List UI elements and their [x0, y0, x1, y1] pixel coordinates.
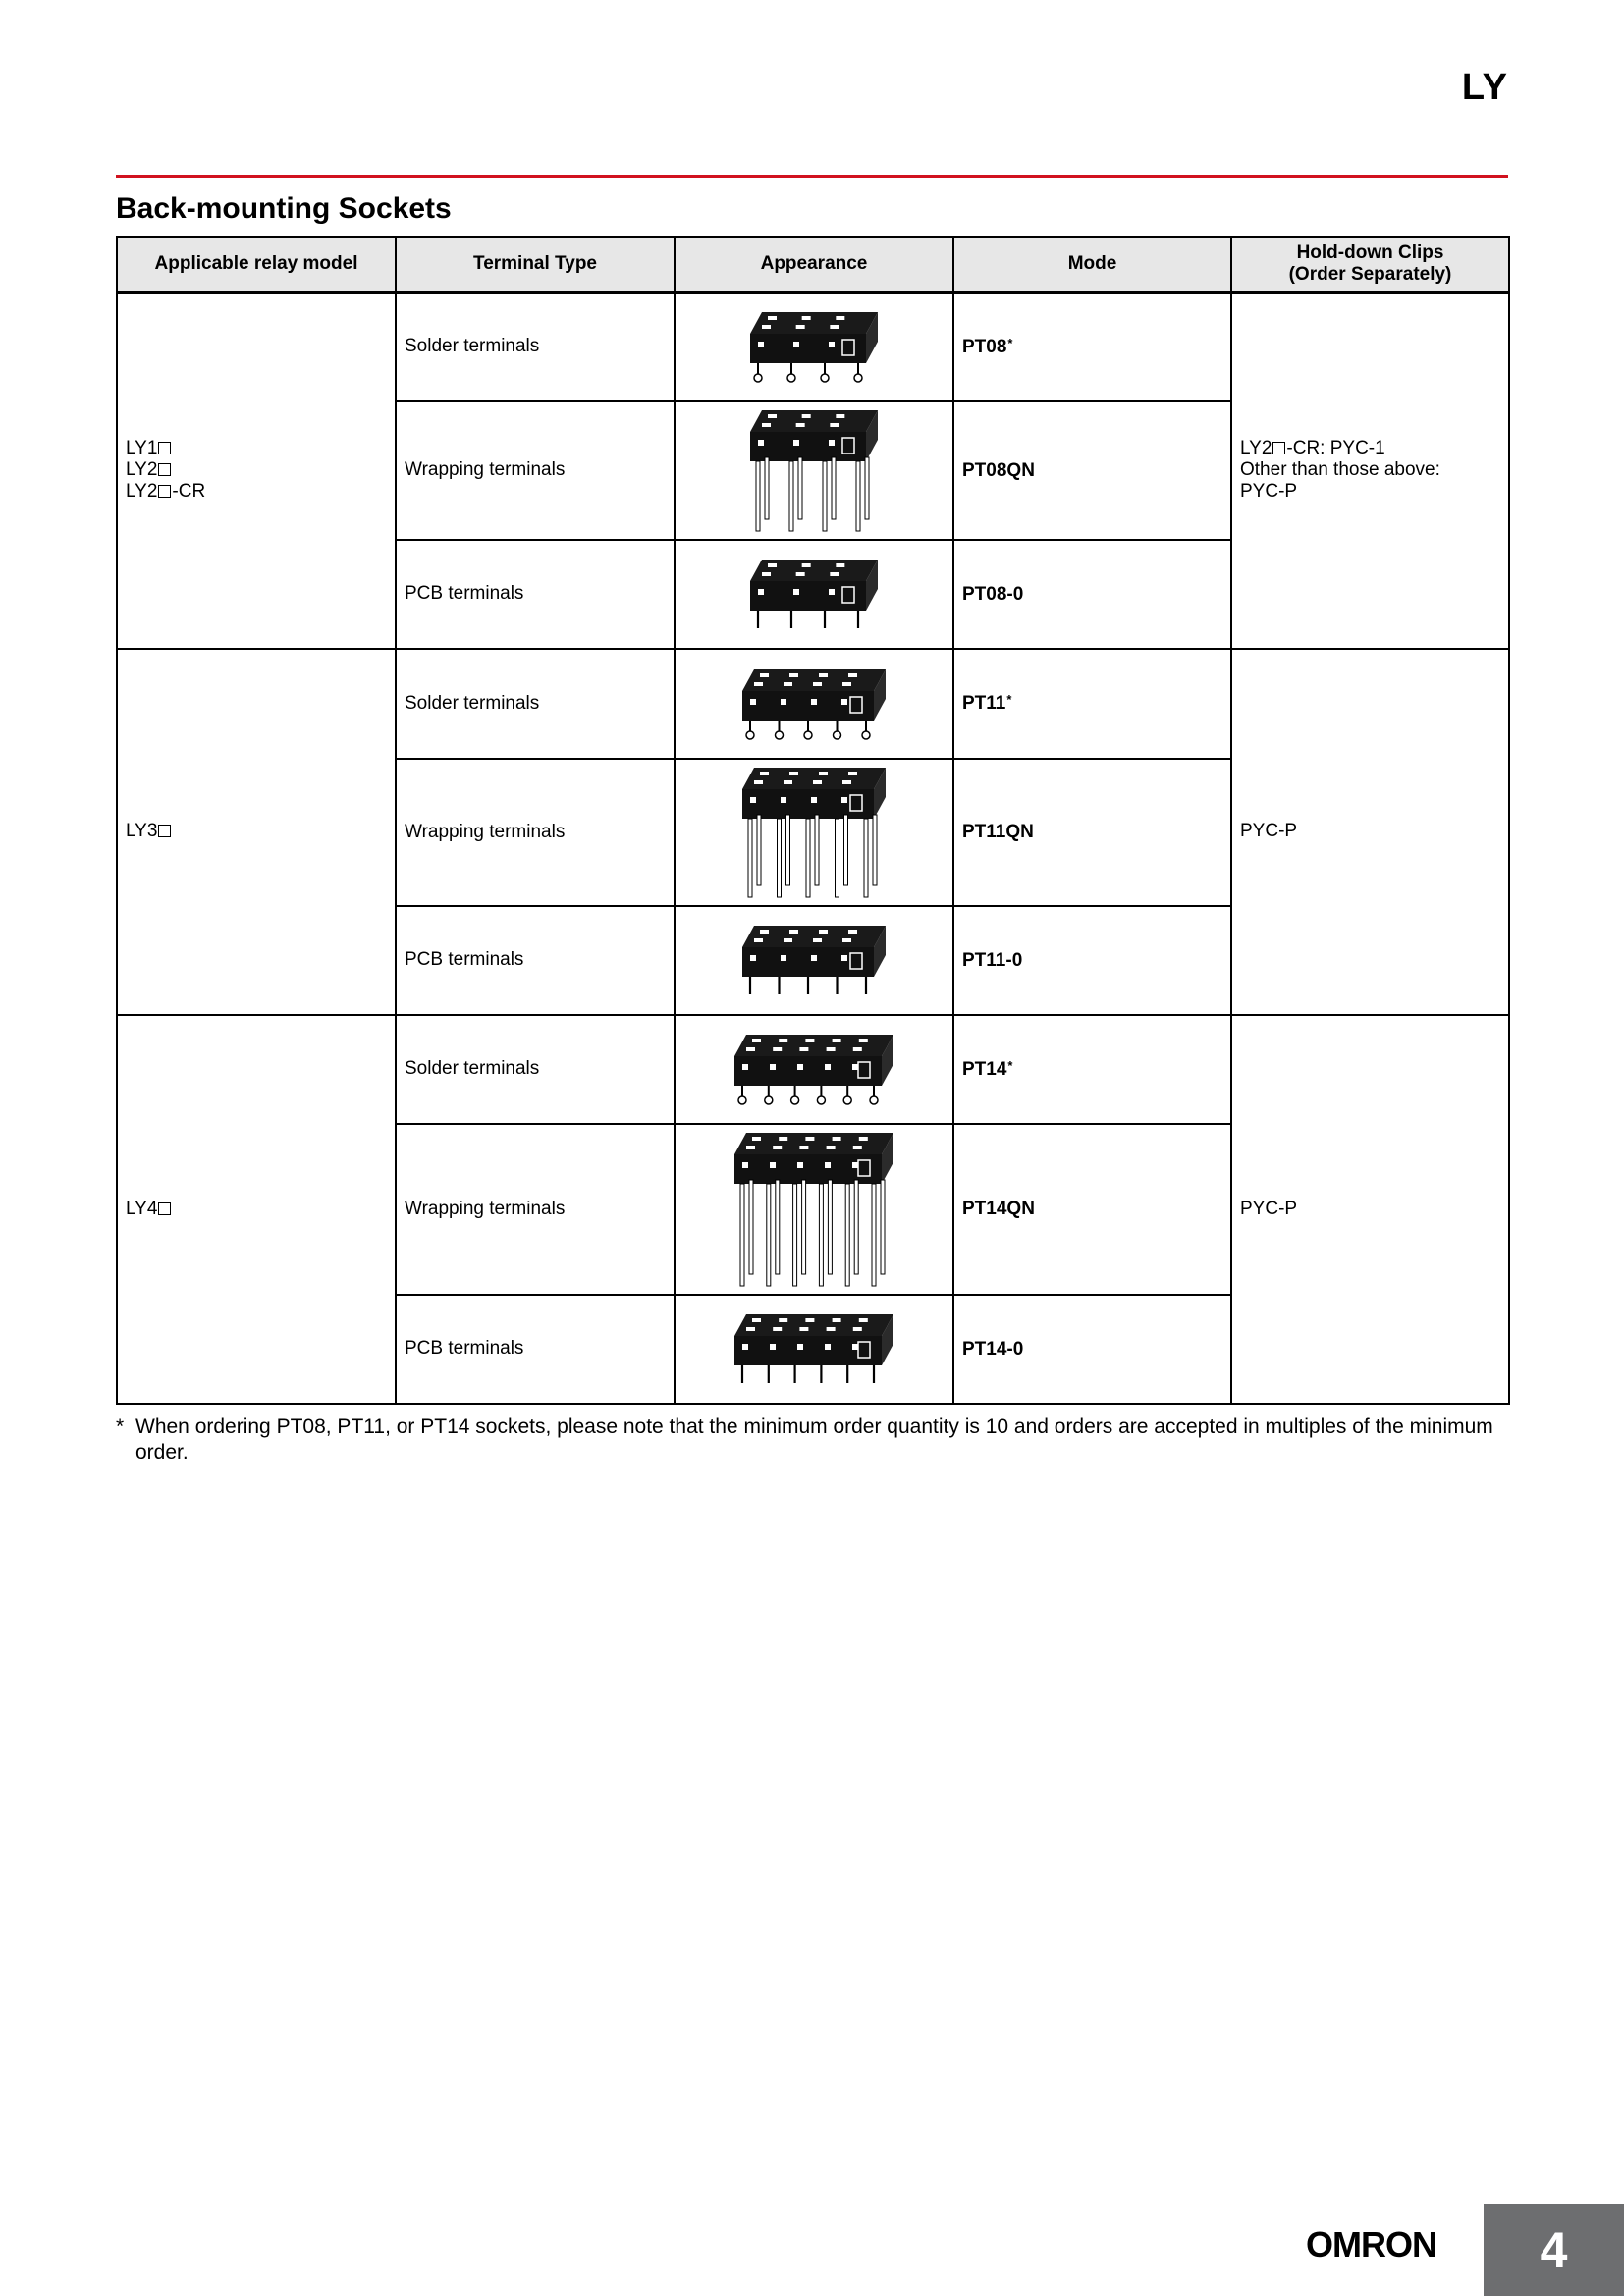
box-placeholder-icon — [158, 825, 171, 837]
socket-11pin-pcb-icon — [729, 920, 899, 1000]
header-divider — [116, 175, 1508, 178]
box-placeholder-icon — [1272, 442, 1285, 454]
footnote-marker: * — [1007, 335, 1013, 350]
mode-cell — [953, 1124, 1231, 1295]
terminal-type-cell: PCB terminals — [396, 1295, 675, 1404]
sockets-table — [116, 236, 1510, 1405]
terminal-type-cell: Solder terminals — [396, 1015, 675, 1124]
terminal-type-cell: PCB terminals — [396, 906, 675, 1015]
socket-11pin-solder-icon — [729, 664, 899, 744]
socket-model: PT08QN — [962, 459, 1035, 481]
column-header-terminal-type: Terminal Type — [396, 237, 675, 293]
relay-model: LY1 — [126, 438, 387, 459]
socket-model: PT11QN — [962, 822, 1034, 842]
box-placeholder-icon — [158, 485, 171, 498]
socket-model: PT08-0 — [962, 583, 1024, 605]
mode-cell — [953, 1295, 1231, 1404]
hold-down-clips-cell — [1231, 1015, 1509, 1404]
appearance-cell — [675, 649, 953, 759]
column-header-line: (Order Separately) — [1288, 264, 1452, 285]
socket-14pin-pcb-icon — [721, 1308, 907, 1389]
terminal-type-cell: Wrapping terminals — [396, 1124, 675, 1295]
table-row — [117, 649, 1509, 759]
footnote-marker: * — [1006, 692, 1012, 707]
hold-down-clips-cell — [1231, 293, 1509, 649]
clip-text: PYC-P — [1240, 821, 1298, 841]
relay-model: LY4 — [126, 1199, 387, 1220]
clip-text: LY2 -CR: PYC-1 — [1240, 438, 1385, 459]
column-header-mode: Mode — [953, 237, 1231, 293]
socket-14pin-wrapping-icon — [721, 1127, 907, 1292]
footnote-marker: * — [1007, 1057, 1013, 1073]
socket-model: PT11-0 — [962, 949, 1023, 971]
footnote-mark: * — [116, 1415, 125, 1438]
appearance-cell — [675, 401, 953, 540]
table-body — [117, 293, 1509, 1404]
relay-model: LY3 — [126, 821, 387, 842]
appearance-cell — [675, 906, 953, 1015]
column-header-hold-down-clips — [1231, 237, 1509, 293]
socket-8pin-pcb-icon — [736, 554, 892, 634]
table-row — [117, 1015, 1509, 1124]
terminal-type-cell: Solder terminals — [396, 649, 675, 759]
terminal-type-cell: Wrapping terminals — [396, 401, 675, 540]
column-header-appearance: Appearance — [675, 237, 953, 293]
page-number: 4 — [1540, 2222, 1568, 2277]
table-header-row — [117, 237, 1509, 293]
footnote-text: When ordering PT08, PT11, or PT14 sockets, please note that the minimum order quantity is 10 and orders are accepted in multiples of the minimum order. — [135, 1415, 1493, 1464]
relay-model-cell — [117, 1015, 396, 1404]
relay-model-cell — [117, 293, 396, 649]
appearance-cell — [675, 540, 953, 649]
mode-cell — [953, 759, 1231, 906]
clip-text: PYC-P — [1240, 481, 1298, 503]
footnote — [116, 1415, 1508, 1466]
box-placeholder-icon — [158, 442, 171, 454]
mode-cell — [953, 293, 1231, 401]
socket-model: PT14QN — [962, 1199, 1035, 1219]
socket-8pin-wrapping-icon — [736, 404, 892, 537]
column-header-relay-model: Applicable relay model — [117, 237, 396, 293]
appearance-cell — [675, 1124, 953, 1295]
clip-text: Other than those above: — [1240, 459, 1440, 481]
mode-cell — [953, 906, 1231, 1015]
relay-model: LY2 -CR — [126, 481, 206, 503]
mode-cell — [953, 401, 1231, 540]
socket-14pin-solder-icon — [721, 1029, 907, 1109]
socket-11pin-wrapping-icon — [729, 762, 899, 903]
relay-model-cell — [117, 649, 396, 1015]
section-title: Back-mounting Sockets — [116, 192, 452, 225]
mode-cell — [953, 649, 1231, 759]
socket-model: PT11 — [962, 693, 1006, 714]
mode-cell — [953, 1015, 1231, 1124]
product-code: LY — [1461, 67, 1508, 108]
appearance-cell — [675, 1295, 953, 1404]
socket-model: PT08 — [962, 336, 1007, 357]
appearance-cell — [675, 293, 953, 401]
socket-model: PT14-0 — [962, 1338, 1024, 1360]
column-header-line: Hold-down Clips — [1296, 242, 1444, 263]
omron-logo: OMRON — [1306, 2224, 1436, 2265]
socket-8pin-solder-icon — [736, 306, 892, 387]
table-row — [117, 293, 1509, 401]
box-placeholder-icon — [158, 463, 171, 476]
appearance-cell — [675, 1015, 953, 1124]
hold-down-clips-cell — [1231, 649, 1509, 1015]
terminal-type-cell: Wrapping terminals — [396, 759, 675, 906]
page-number-box — [1484, 2204, 1624, 2296]
socket-model: PT14 — [962, 1058, 1007, 1080]
terminal-type-cell: PCB terminals — [396, 540, 675, 649]
appearance-cell — [675, 759, 953, 906]
box-placeholder-icon — [158, 1202, 171, 1215]
terminal-type-cell: Solder terminals — [396, 293, 675, 401]
clip-text: PYC-P — [1240, 1198, 1298, 1219]
relay-model: LY2 — [126, 459, 387, 481]
mode-cell — [953, 540, 1231, 649]
